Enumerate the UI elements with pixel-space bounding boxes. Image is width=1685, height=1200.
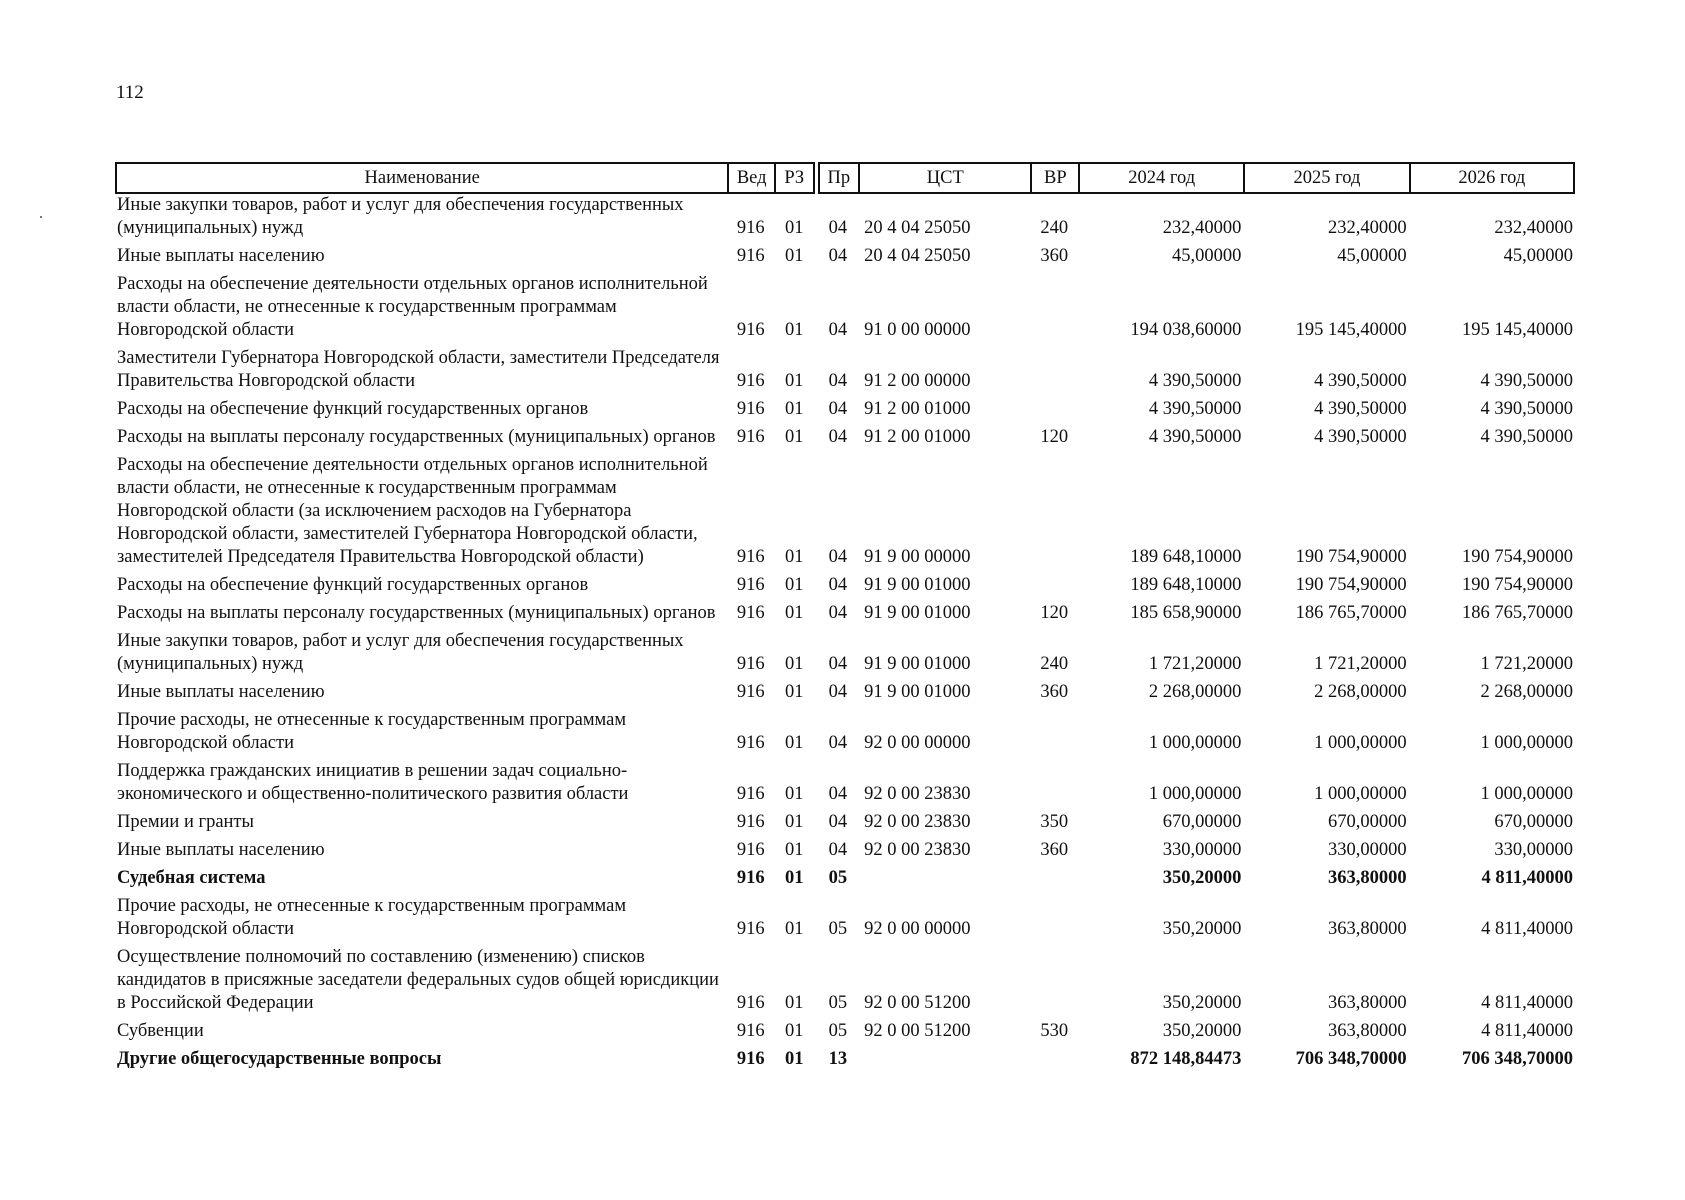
cell-2024: 194 038,60000 bbox=[1130, 320, 1242, 340]
scan-speck bbox=[40, 216, 42, 218]
cell-ved: 916 bbox=[736, 399, 765, 419]
cell-2024: 1 000,00000 bbox=[1148, 733, 1242, 753]
cell-rz: 01 bbox=[785, 603, 804, 623]
header-pr: Пр bbox=[818, 162, 859, 194]
header-cst: ЦСТ bbox=[858, 162, 1030, 194]
cell-cst: 91 9 00 01000 bbox=[864, 575, 971, 595]
header-rz: РЗ bbox=[774, 162, 815, 194]
cell-ved: 916 bbox=[736, 812, 765, 832]
cell-pr: 04 bbox=[828, 733, 848, 753]
table-row bbox=[115, 709, 1575, 760]
cell-vr bbox=[1030, 273, 1078, 347]
cell-2024: 189 648,10000 bbox=[1130, 575, 1242, 595]
cell-ved: 916 bbox=[736, 320, 765, 340]
cell-cst: 92 0 00 51200 bbox=[864, 1021, 971, 1041]
cell-pr: 04 bbox=[828, 547, 848, 567]
cell-cst: 92 0 00 00000 bbox=[864, 733, 971, 753]
table-row bbox=[115, 1048, 1575, 1076]
cell-pr: 04 bbox=[828, 399, 848, 419]
table-row bbox=[115, 867, 1575, 895]
cell-2025: 2 268,00000 bbox=[1314, 682, 1407, 702]
cell-2024: 45,00000 bbox=[1172, 246, 1242, 266]
cell-rz: 01 bbox=[785, 919, 804, 939]
cell-pr: 05 bbox=[828, 993, 848, 1013]
cell-rz: 01 bbox=[785, 218, 804, 238]
cell-vr: 120 bbox=[1040, 603, 1069, 623]
cell-pr: 04 bbox=[828, 427, 848, 447]
cell-2025: 195 145,40000 bbox=[1295, 320, 1407, 340]
cell-ved: 916 bbox=[736, 603, 765, 623]
cell-cst: 92 0 00 23830 bbox=[864, 812, 971, 832]
budget-table bbox=[115, 162, 1575, 1076]
cell-name: Расходы на выплаты персоналу государственных (муниципальных) органов bbox=[117, 427, 716, 447]
header-ved: Вед bbox=[727, 162, 774, 194]
table-row bbox=[115, 454, 1575, 574]
cell-vr bbox=[1030, 347, 1078, 398]
cell-ved: 916 bbox=[736, 840, 765, 860]
cell-pr: 04 bbox=[828, 246, 848, 266]
cell-vr bbox=[1030, 867, 1078, 895]
header-2026: 2026 год bbox=[1409, 162, 1575, 194]
cell-ved: 916 bbox=[736, 733, 765, 753]
header-2025: 2025 год bbox=[1243, 162, 1408, 194]
table-row bbox=[115, 946, 1575, 1020]
cell-2024: 350,20000 bbox=[1162, 868, 1242, 888]
cell-vr: 360 bbox=[1040, 246, 1069, 266]
cell-2025: 363,80000 bbox=[1328, 919, 1407, 939]
cell-ved: 916 bbox=[736, 919, 765, 939]
cell-2024: 4 390,50000 bbox=[1148, 427, 1242, 447]
cell-rz: 01 bbox=[785, 371, 804, 391]
cell-2026: 4 390,50000 bbox=[1480, 371, 1573, 391]
cell-2024: 2 268,00000 bbox=[1148, 682, 1242, 702]
cell-ved: 916 bbox=[736, 784, 765, 804]
cell-pr: 04 bbox=[828, 840, 848, 860]
cell-ved: 916 bbox=[736, 246, 765, 266]
cell-pr: 04 bbox=[828, 320, 848, 340]
cell-2026: 45,00000 bbox=[1503, 246, 1573, 266]
cell-name: Судебная система bbox=[117, 868, 266, 888]
cell-2024: 350,20000 bbox=[1162, 919, 1242, 939]
cell-name: Прочие расходы, не отнесенные к государственным программам Новгородской области bbox=[117, 896, 627, 939]
cell-ved: 916 bbox=[736, 1021, 765, 1041]
cell-rz: 01 bbox=[785, 993, 804, 1013]
cell-2025: 330,00000 bbox=[1328, 840, 1407, 860]
cell-name: Расходы на обеспечение функций государственных органов bbox=[117, 575, 589, 595]
cell-2026: 330,00000 bbox=[1494, 840, 1573, 860]
cell-2026: 4 811,40000 bbox=[1481, 1021, 1573, 1041]
cell-cst: 91 2 00 01000 bbox=[864, 399, 971, 419]
table-header bbox=[115, 162, 1575, 194]
cell-ved: 916 bbox=[736, 1049, 765, 1069]
cell-name: Субвенции bbox=[117, 1021, 204, 1041]
cell-ved: 916 bbox=[736, 993, 765, 1013]
cell-2025: 232,40000 bbox=[1328, 218, 1407, 238]
cell-2025: 1 000,00000 bbox=[1314, 733, 1407, 753]
cell-name: Расходы на обеспечение деятельности отдельных органов исполнительной власти области, не отнесенные к государственным программам Новгородской области (за исключением расходов на Губернатора Новгородской области, заместителей Губернатора Новгородской области, заместителей Председателя Правительства Новгородской области) bbox=[117, 455, 708, 567]
cell-vr: 360 bbox=[1040, 840, 1069, 860]
cell-pr: 13 bbox=[828, 1049, 848, 1069]
cell-2026: 4 390,50000 bbox=[1480, 399, 1573, 419]
table-row bbox=[115, 839, 1575, 867]
cell-rz: 01 bbox=[785, 784, 804, 804]
cell-rz: 01 bbox=[785, 427, 804, 447]
cell-pr: 04 bbox=[828, 575, 848, 595]
cell-ved: 916 bbox=[736, 547, 765, 567]
page-number: 112 bbox=[116, 82, 144, 103]
cell-2024: 670,00000 bbox=[1162, 812, 1242, 832]
cell-cst: 92 0 00 51200 bbox=[864, 993, 971, 1013]
cell-pr: 04 bbox=[828, 682, 848, 702]
cell-2025: 363,80000 bbox=[1328, 868, 1407, 888]
cell-2025: 363,80000 bbox=[1328, 1021, 1407, 1041]
cell-name: Прочие расходы, не отнесенные к государственным программам Новгородской области bbox=[117, 710, 627, 753]
cell-ved: 916 bbox=[736, 868, 765, 888]
cell-2024: 4 390,50000 bbox=[1148, 399, 1242, 419]
cell-2026: 186 765,70000 bbox=[1462, 603, 1573, 623]
cell-2025: 363,80000 bbox=[1328, 993, 1407, 1013]
cell-pr: 05 bbox=[828, 919, 848, 939]
table-row bbox=[115, 760, 1575, 811]
table-row bbox=[115, 630, 1575, 681]
cell-rz: 01 bbox=[785, 840, 804, 860]
cell-rz: 01 bbox=[785, 320, 804, 340]
table-row bbox=[115, 811, 1575, 839]
cell-cst: 91 9 00 00000 bbox=[864, 547, 971, 567]
cell-2025: 1 000,00000 bbox=[1314, 784, 1407, 804]
cell-ved: 916 bbox=[736, 218, 765, 238]
table-row bbox=[115, 574, 1575, 602]
cell-vr: 360 bbox=[1040, 682, 1069, 702]
table-row bbox=[115, 1020, 1575, 1048]
cell-cst: 91 0 00 00000 bbox=[864, 320, 971, 340]
cell-2025: 45,00000 bbox=[1337, 246, 1407, 266]
cell-vr: 120 bbox=[1040, 427, 1069, 447]
cell-rz: 01 bbox=[785, 246, 804, 266]
cell-cst: 20 4 04 25050 bbox=[864, 246, 971, 266]
header-name: Наименование bbox=[115, 162, 727, 194]
cell-2025: 190 754,90000 bbox=[1295, 547, 1407, 567]
cell-ved: 916 bbox=[736, 371, 765, 391]
cell-pr: 04 bbox=[828, 603, 848, 623]
table-row bbox=[115, 426, 1575, 454]
cell-cst bbox=[858, 867, 1030, 895]
cell-2026: 4 811,40000 bbox=[1481, 993, 1573, 1013]
cell-2025: 4 390,50000 bbox=[1314, 399, 1407, 419]
cell-2024: 1 000,00000 bbox=[1148, 784, 1242, 804]
cell-2026: 195 145,40000 bbox=[1462, 320, 1573, 340]
cell-2024: 350,20000 bbox=[1162, 993, 1242, 1013]
cell-cst bbox=[858, 1048, 1030, 1076]
cell-vr: 530 bbox=[1040, 1021, 1069, 1041]
table-body bbox=[115, 194, 1575, 1076]
cell-2026: 4 390,50000 bbox=[1480, 427, 1573, 447]
cell-2025: 1 721,20000 bbox=[1314, 654, 1407, 674]
cell-cst: 91 9 00 01000 bbox=[864, 682, 971, 702]
cell-rz: 01 bbox=[785, 547, 804, 567]
cell-2024: 185 658,90000 bbox=[1130, 603, 1242, 623]
cell-name: Премии и гранты bbox=[117, 812, 254, 832]
cell-2026: 706 348,70000 bbox=[1462, 1049, 1573, 1069]
cell-name: Другие общегосударственные вопросы bbox=[117, 1049, 442, 1069]
cell-2026: 4 811,40000 bbox=[1481, 868, 1573, 888]
cell-cst: 91 2 00 01000 bbox=[864, 427, 971, 447]
cell-2025: 4 390,50000 bbox=[1314, 427, 1407, 447]
cell-pr: 04 bbox=[828, 371, 848, 391]
cell-name: Осуществление полномочий по составлению (изменению) списков кандидатов в присяжные заседатели федеральных судов общей юрисдикции в Российской Федерации bbox=[117, 947, 719, 1013]
header-2024: 2024 год bbox=[1078, 162, 1243, 194]
cell-name: Заместители Губернатора Новгородской области, заместители Председателя Правительства Новгородской области bbox=[117, 348, 720, 391]
cell-rz: 01 bbox=[785, 1049, 804, 1069]
cell-2026: 670,00000 bbox=[1494, 812, 1573, 832]
cell-pr: 04 bbox=[828, 218, 848, 238]
cell-pr: 05 bbox=[828, 1021, 848, 1041]
table-row bbox=[115, 602, 1575, 630]
table-row bbox=[115, 895, 1575, 946]
cell-2026: 190 754,90000 bbox=[1462, 547, 1573, 567]
cell-rz: 01 bbox=[785, 868, 804, 888]
cell-rz: 01 bbox=[785, 1021, 804, 1041]
cell-ved: 916 bbox=[736, 427, 765, 447]
cell-2026: 1 721,20000 bbox=[1480, 654, 1573, 674]
cell-rz: 01 bbox=[785, 654, 804, 674]
cell-2024: 232,40000 bbox=[1162, 218, 1242, 238]
cell-vr bbox=[1030, 709, 1078, 760]
cell-vr bbox=[1030, 946, 1078, 1020]
cell-2026: 1 000,00000 bbox=[1480, 733, 1573, 753]
cell-rz: 01 bbox=[785, 812, 804, 832]
cell-pr: 04 bbox=[828, 784, 848, 804]
cell-2024: 350,20000 bbox=[1162, 1021, 1242, 1041]
cell-vr: 240 bbox=[1040, 654, 1069, 674]
cell-2026: 190 754,90000 bbox=[1462, 575, 1573, 595]
cell-pr: 05 bbox=[828, 868, 848, 888]
cell-rz: 01 bbox=[785, 733, 804, 753]
cell-cst: 91 9 00 01000 bbox=[864, 654, 971, 674]
cell-name: Иные выплаты населению bbox=[117, 246, 325, 266]
cell-2026: 1 000,00000 bbox=[1480, 784, 1573, 804]
cell-2026: 232,40000 bbox=[1494, 218, 1573, 238]
table-row bbox=[115, 194, 1575, 245]
cell-2026: 4 811,40000 bbox=[1481, 919, 1573, 939]
cell-2026: 2 268,00000 bbox=[1480, 682, 1573, 702]
cell-2024: 330,00000 bbox=[1162, 840, 1242, 860]
cell-name: Иные выплаты населению bbox=[117, 840, 325, 860]
cell-name: Расходы на обеспечение деятельности отдельных органов исполнительной власти области, не отнесенные к государственным программам Новгородской области bbox=[117, 274, 708, 340]
table-row bbox=[115, 245, 1575, 273]
cell-cst: 91 9 00 01000 bbox=[864, 603, 971, 623]
table-row bbox=[115, 681, 1575, 709]
cell-pr: 04 bbox=[828, 812, 848, 832]
cell-name: Поддержка гражданских инициатив в решении задач социально-экономического и общественно-политического развития области bbox=[117, 761, 629, 804]
cell-vr bbox=[1030, 760, 1078, 811]
cell-name: Иные закупки товаров, работ и услуг для обеспечения государственных (муниципальных) нужд bbox=[117, 631, 684, 674]
cell-2024: 1 721,20000 bbox=[1148, 654, 1242, 674]
table-row bbox=[115, 398, 1575, 426]
cell-cst: 91 2 00 00000 bbox=[864, 371, 971, 391]
cell-cst: 92 0 00 23830 bbox=[864, 784, 971, 804]
cell-vr: 240 bbox=[1040, 218, 1069, 238]
cell-vr bbox=[1030, 1048, 1078, 1076]
cell-ved: 916 bbox=[736, 575, 765, 595]
cell-rz: 01 bbox=[785, 575, 804, 595]
table-row bbox=[115, 273, 1575, 347]
cell-2025: 4 390,50000 bbox=[1314, 371, 1407, 391]
cell-pr: 04 bbox=[828, 654, 848, 674]
cell-vr bbox=[1030, 454, 1078, 574]
cell-vr bbox=[1030, 895, 1078, 946]
cell-ved: 916 bbox=[736, 654, 765, 674]
cell-2025: 190 754,90000 bbox=[1295, 575, 1407, 595]
cell-name: Иные выплаты населению bbox=[117, 682, 325, 702]
cell-cst: 92 0 00 00000 bbox=[864, 919, 971, 939]
cell-name: Иные закупки товаров, работ и услуг для обеспечения государственных (муниципальных) нужд bbox=[117, 195, 684, 238]
cell-vr bbox=[1030, 398, 1078, 426]
cell-vr bbox=[1030, 574, 1078, 602]
cell-2024: 4 390,50000 bbox=[1148, 371, 1242, 391]
cell-ved: 916 bbox=[736, 682, 765, 702]
cell-rz: 01 bbox=[785, 399, 804, 419]
table-row bbox=[115, 347, 1575, 398]
cell-2025: 186 765,70000 bbox=[1295, 603, 1407, 623]
cell-vr: 350 bbox=[1040, 812, 1069, 832]
cell-name: Расходы на выплаты персоналу государственных (муниципальных) органов bbox=[117, 603, 716, 623]
header-vr: ВР bbox=[1030, 162, 1078, 194]
cell-2024: 189 648,10000 bbox=[1130, 547, 1242, 567]
cell-name: Расходы на обеспечение функций государственных органов bbox=[117, 399, 589, 419]
cell-2024: 872 148,84473 bbox=[1130, 1049, 1242, 1069]
cell-cst: 20 4 04 25050 bbox=[864, 218, 971, 238]
cell-rz: 01 bbox=[785, 682, 804, 702]
cell-2025: 706 348,70000 bbox=[1295, 1049, 1407, 1069]
cell-2025: 670,00000 bbox=[1328, 812, 1407, 832]
cell-cst: 92 0 00 23830 bbox=[864, 840, 971, 860]
